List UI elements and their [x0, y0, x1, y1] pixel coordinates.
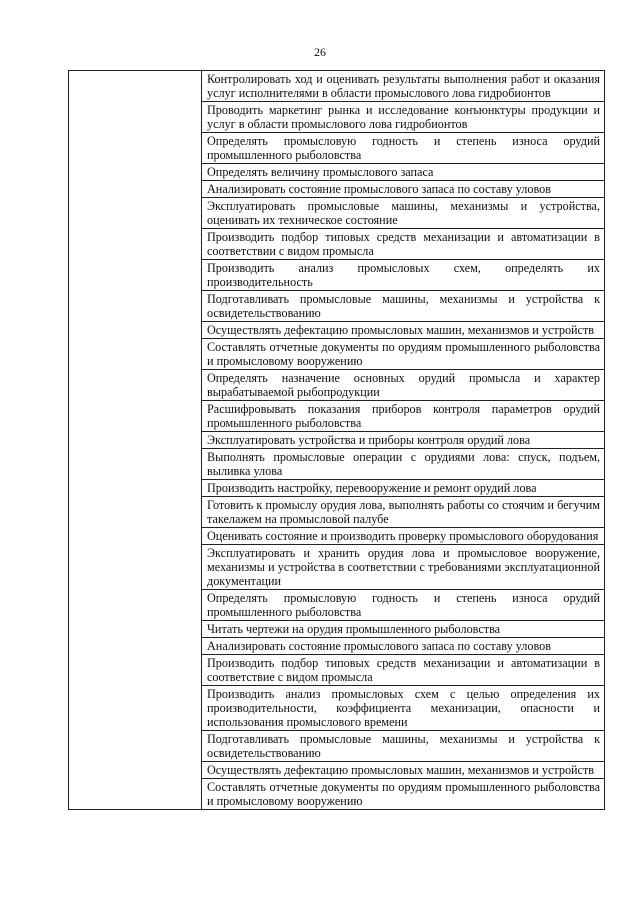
skill-cell: Определять величину промыслового запаса [202, 164, 605, 181]
skill-cell: Выполнять промысловые операции с орудиями лова: спуск, подъем, выливка улова [202, 449, 605, 480]
skill-cell: Производить подбор типовых средств механизации и автоматизации в соответствие с видом промысла [202, 655, 605, 686]
skill-cell: Анализировать состояние промыслового запаса по составу уловов [202, 181, 605, 198]
skill-cell: Эксплуатировать устройства и приборы контроля орудий лова [202, 432, 605, 449]
skill-cell: Составлять отчетные документы по орудиям промышленного рыболовства и промысловому вооружению [202, 339, 605, 370]
skill-cell: Осуществлять дефектацию промысловых машин, механизмов и устройств [202, 322, 605, 339]
skill-cell: Оценивать состояние и производить проверку промыслового оборудования [202, 528, 605, 545]
skill-cell: Готовить к промыслу орудия лова, выполнять работы со стоячим и бегучим такелажем на промысловой палубе [202, 497, 605, 528]
skill-cell: Проводить маркетинг рынка и исследование конъюнктуры продукции и услуг в области промыслового лова гидробионтов [202, 102, 605, 133]
skill-cell: Производить анализ промысловых схем, определять их производительность [202, 260, 605, 291]
page-number: 26 [314, 45, 326, 59]
skill-cell: Составлять отчетные документы по орудиям промышленного рыболовства и промысловому вооружению [202, 779, 605, 810]
skill-cell: Подготавливать промысловые машины, механизмы и устройства к освидетельствованию [202, 731, 605, 762]
skill-cell: Расшифровывать показания приборов контроля параметров орудий промышленного рыболовства [202, 401, 605, 432]
table-row [69, 71, 605, 102]
skill-cell: Производить настройку, перевооружение и ремонт орудий лова [202, 480, 605, 497]
skill-cell: Читать чертежи на орудия промышленного рыболовства [202, 621, 605, 638]
skill-cell: Эксплуатировать промысловые машины, механизмы и устройства, оценивать их техническое состояние [202, 198, 605, 229]
skill-cell: Определять промысловую годность и степень износа орудий промышленного рыболовства [202, 590, 605, 621]
skill-cell: Эксплуатировать и хранить орудия лова и промысловое вооружение, механизмы и устройства в соответствии с требованиями эксплуатационной документации [202, 545, 605, 590]
skill-cell: Производить анализ промысловых схем с целью определения их производительности, коэффициента механизации, опасности и использования промыслового времени [202, 686, 605, 731]
skill-cell: Определять назначение основных орудий промысла и характер вырабатываемой рыбопродукции [202, 370, 605, 401]
left-column-cell [69, 71, 202, 810]
skill-cell: Анализировать состояние промыслового запаса по составу уловов [202, 638, 605, 655]
skill-cell: Производить подбор типовых средств механизации и автоматизации в соответствии с видом промысла [202, 229, 605, 260]
skill-cell: Подготавливать промысловые машины, механизмы и устройства к освидетельствованию [202, 291, 605, 322]
skill-cell: Определять промысловую годность и степень износа орудий промышленного рыболовства [202, 133, 605, 164]
skill-cell: Контролировать ход и оценивать результаты выполнения работ и оказания услуг исполнителями в области промыслового лова гидробионтов [202, 71, 605, 102]
skills-table-body [69, 71, 605, 810]
skill-cell: Осуществлять дефектацию промысловых машин, механизмов и устройств [202, 762, 605, 779]
skills-table [68, 70, 605, 810]
